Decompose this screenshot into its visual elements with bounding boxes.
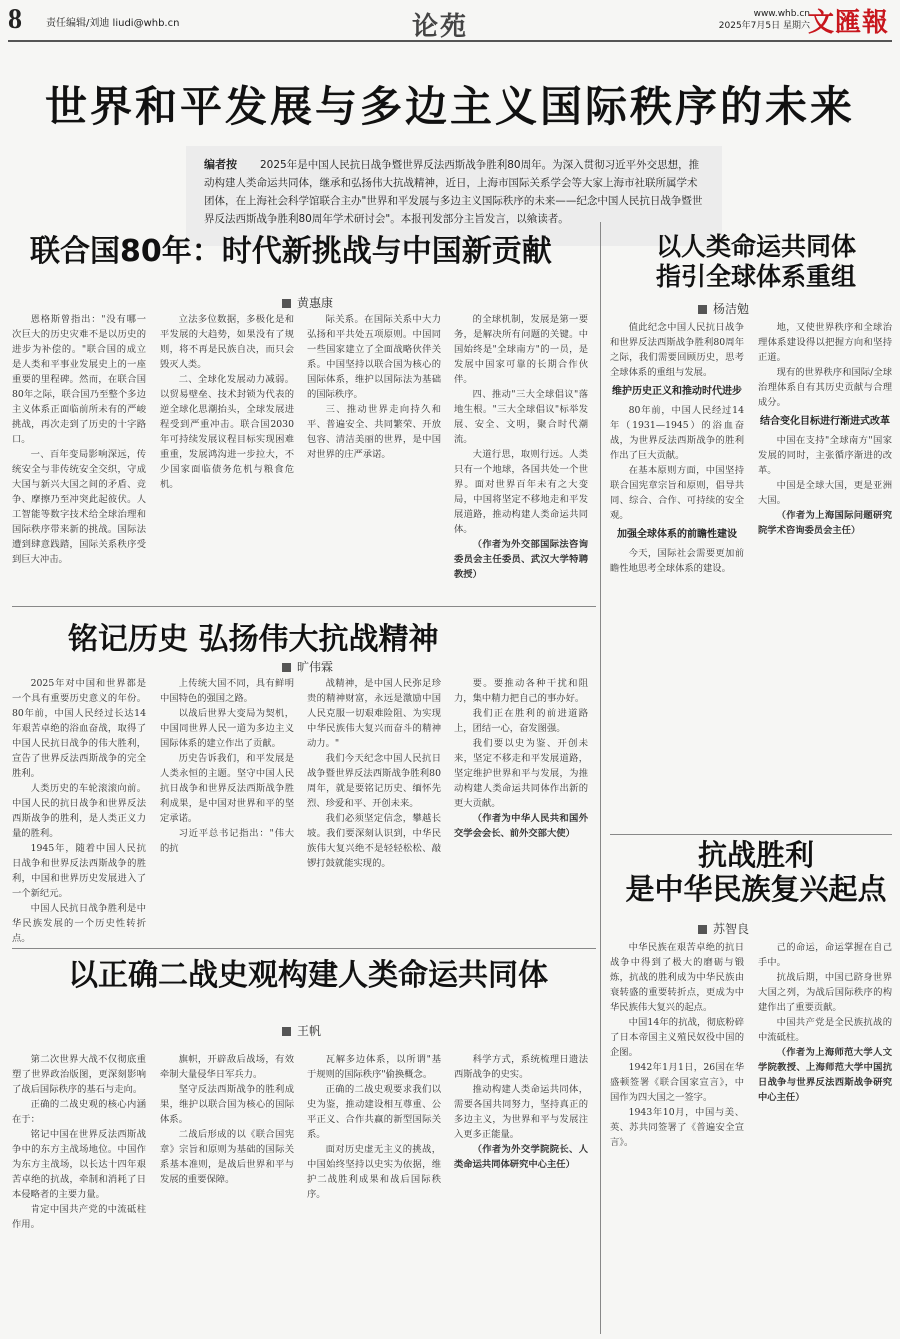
title-line: 以人类命运共同体: [655, 232, 856, 261]
paragraph: 现有的世界秩序和国际/全球治理体系自有其历史贡献与合理成分。: [758, 367, 892, 408]
page-number: 8: [8, 4, 22, 35]
byline-un80: 黄惠康: [282, 294, 333, 311]
paragraph: 己的命运，命运掌握在自己手中。: [758, 942, 892, 968]
article-column: [454, 1052, 588, 1334]
paragraph: 面对历史虚无主义的挑战，中国始终坚持以史实为依据，维护二战胜利成果和战后国际秩序。: [307, 1144, 441, 1200]
paragraph: 肯定中国共产党的中流砥柱作用。: [12, 1204, 146, 1230]
paragraph: 旗帜，开辟敌后战场，有效牵制大量侵华日军兵力。: [160, 1054, 294, 1080]
paragraph: 中国在支持"全球南方"国家发展的同时，主张循序渐进的改革。: [758, 435, 892, 476]
paragraph: 际关系。在国际关系中大力弘扬和平共处五项原则。中国同一些国家建立了全面战略伙伴关系。中国坚持以联合国为核心的国际体系，维护以国际法为基础的国际秩序。: [307, 314, 441, 400]
article-title-un80: 联合国80年：时代新挑战与中国新贡献: [30, 234, 552, 269]
paragraph: 人类历史的车轮滚滚向前。中国人民的抗日战争和世界反法西斯战争的胜利，是人类正义力量的胜利。: [12, 783, 146, 839]
paragraph: 第二次世界大战不仅彻底重塑了世界政治版图，更深刻影响了战后国际秩序的基石与走向。: [12, 1054, 146, 1095]
article-title-victory: [618, 838, 894, 906]
byline-history: 旷伟霖: [282, 658, 333, 675]
paragraph: 中国14年的抗战，彻底粉碎了日本帝国主义殖民奴役中国的企图。: [610, 1017, 744, 1058]
article-column: [454, 676, 588, 944]
paragraph: 我们必须坚定信念，攀越长坡。我们要深刻认识到，中华民族伟大复兴绝不是轻轻松松、敲锣打鼓就能实现的。: [307, 813, 441, 869]
editor-credit: 责任编辑/刘迪 liudi@whb.cn: [46, 18, 180, 29]
paragraph: 值此纪念中国人民抗日战争和世界反法西斯战争胜利80周年之际，我们需要回顾历史，思考全球体系的重组与发展。: [610, 322, 744, 378]
paragraph: 历史告诉我们，和平发展是人类永恒的主题。坚守中国人民抗日战争和世界反法西斯战争胜利成果，是中国对世界和平的坚定承诺。: [160, 753, 294, 824]
paragraph: 瓦解多边体系，以所谓"基于规则的国际秩序"偷换概念。: [307, 1054, 441, 1080]
article-column: [12, 312, 146, 604]
paragraph: 抗战后期，中国已跻身世界大国之列，为战后国际秩序的构建作出了重要贡献。: [758, 972, 892, 1013]
paragraph: 三、推动世界走向持久和平、普遍安全、共同繁荣、开放包容、清洁美丽的世界，是中国对世界的庄严承诺。: [307, 404, 441, 460]
article-title-ww2: 以正确二战史观构建人类命运共同体: [68, 958, 548, 993]
paragraph: 战精神，是中国人民弥足珍贵的精神财富，永远是激励中国人民克服一切艰难险阻、为实现中华民族伟大复兴而奋斗的精神动力。": [307, 678, 441, 749]
paragraph: 要。要推动各种干扰和阻力，集中精力把自己的事办好。: [454, 678, 588, 704]
article-column: [12, 1052, 146, 1334]
paragraph: 中国是全球大国，更是亚洲大国。: [758, 480, 892, 506]
paragraph: 四、推动"三大全球倡议"落地生根。"三大全球倡议"标举发展、安全、文明，聚合时代潮流。: [454, 389, 588, 445]
article-column: [758, 320, 892, 820]
paragraph: 大道行思，取则行远。人类只有一个地球，各国共处一个世界。面对世界百年未有之大变局，中国将坚定不移地走和平发展道路，推动构建人类命运共同体。: [454, 449, 588, 535]
title-line: 指引全球体系重组: [655, 262, 856, 291]
article-column: [307, 676, 441, 944]
paragraph: 习近平总书记指出："伟大的抗: [160, 828, 294, 854]
column-divider: [600, 222, 601, 1334]
paragraph: 的全球机制，发展是第一要务，是解决所有问题的关键。中国始终是"全球南方"的一员，是发展中国家可靠的长期合作伙伴。: [454, 314, 588, 385]
site-url[interactable]: www.whb.cn: [753, 9, 810, 19]
paragraph: 我们要以史为鉴、开创未来，坚定不移走和平发展道路，坚定维护世界和平与发展，为推动构建人类命运共同体作出新的更大贡献。: [454, 738, 588, 809]
paragraph: 1945年，随着中国人民抗日战争和世界反法西斯战争的胜利，中国和世界历史发展进入了一个新纪元。: [12, 843, 146, 899]
paragraph: 今天，国际社会需要更加前瞻性地思考全球体系的建设。: [610, 548, 744, 574]
paragraph: 1942年1月1日，26国在华盛顿签署《联合国家宣言》，中国作为四大国之一签字。: [610, 1062, 744, 1103]
paragraph: （作者为外交学院院长、人类命运共同体研究中心主任）: [454, 1144, 588, 1170]
main-headline: 世界和平发展与多边主义国际秩序的未来: [44, 82, 855, 131]
byline-global: 杨洁勉: [698, 300, 749, 317]
article-column: [307, 312, 441, 604]
article-title-global: [618, 232, 894, 292]
paragraph: 铭记中国在世界反法西斯战争中的东方主战场地位。中国作为东方主战场，以长达十四年艰苦卓绝的抗战，牵制和消耗了日本侵略者的主要力量。: [12, 1129, 146, 1200]
paragraph: 二、全球化发展动力减弱。以贸易壁垒、技术封锁为代表的逆全球化思潮抬头，全球发展进程受到严重冲击。联合国2030年可持续发展议程目标实现困难重重，发展鸿沟进一步拉大，不少国家面临债务危机与粮食危机。: [160, 374, 294, 490]
article-column: [12, 676, 146, 944]
header-rule: [8, 40, 892, 42]
article-column: [758, 940, 892, 1334]
paragraph: 推动构建人类命运共同体，需要各国共同努力，坚持真正的多边主义，为世界和平与发展注入更多正能量。: [454, 1084, 588, 1140]
section-title: 论苑: [412, 12, 469, 42]
paragraph: 上传统大国不同，具有鲜明中国特色的强国之路。: [160, 678, 294, 704]
paragraph: 以战后世界大变局为契机，中国同世界人民一道为多边主义国际体系的建立作出了贡献。: [160, 708, 294, 749]
paragraph: 坚守反法西斯战争的胜利成果，维护以联合国为核心的国际体系。: [160, 1084, 294, 1125]
subheading: 结合变化目标进行渐进式改革: [760, 416, 890, 427]
paragraph: 恩格斯曾指出："没有哪一次巨大的历史灾难不是以历史的进步为补偿的。"联合国的成立是人类和平事业发展史上的一座重要的里程碑。然而，在联合国80年之际，联合国乃至整个多边主义体系正面临前所未有的严峻挑战，再次走到了历史的十字路口。: [12, 314, 146, 445]
paragraph: 2025年对中国和世界都是一个具有重要历史意义的年份。80年前，中国人民经过长达14年艰苦卓绝的浴血奋战，取得了中国人民抗日战争的伟大胜利，宣告了世界反法西斯战争的完全胜利。: [12, 678, 146, 779]
paragraph: 80年前，中国人民经过14年（1931—1945）的浴血奋战，为世界反法西斯战争的胜利作出了巨大贡献。: [610, 405, 744, 461]
article-column: [160, 1052, 294, 1334]
newspaper-logo: 文匯報: [808, 8, 890, 38]
paragraph: 一、百年变局影响深远，传统安全与非传统安全交织，守成大国与新兴大国之间的矛盾、竞争、摩擦乃至冲突此起彼伏。人工智能等数字技术给全球治理和国际秩序带来新的挑战。国际法遭到肆意践踏，国际关系秩序受到巨大冲击。: [12, 449, 146, 565]
paragraph: （作者为上海师范大学人文学院教授、上海师范大学中国抗日战争与世界反法西斯战争研究中心主任）: [758, 1047, 892, 1103]
editor-note-label: 编者按: [204, 158, 237, 171]
title-line: 是中华民族复兴起点: [625, 872, 887, 906]
paragraph: 我们正在胜利的前进道路上，团结一心，奋发图强。: [454, 708, 588, 734]
article-column: [610, 320, 744, 820]
paragraph: 1943年10月，中国与美、英、苏共同签署了《普遍安全宣言》。: [610, 1107, 744, 1148]
paragraph: （作者为外交部国际法咨询委员会主任委员、武汉大学特聘教授）: [454, 539, 588, 580]
article-column: [307, 1052, 441, 1334]
paragraph: 中国人民抗日战争胜利是中华民族发展的一个历史性转折点。: [12, 903, 146, 944]
article-column: [160, 676, 294, 944]
byline-ww2: 王帆: [282, 1022, 321, 1039]
paragraph: 正确的二战史观要求我们以史为鉴，推动建设相互尊重、公平正义、合作共赢的新型国际关系。: [307, 1084, 441, 1140]
paragraph: （作者为上海国际问题研究院学术咨询委员会主任）: [758, 510, 892, 536]
article-column: [610, 940, 744, 1334]
paragraph: （作者为中华人民共和国外交学会会长、前外交部大使）: [454, 813, 588, 839]
title-line: 抗战胜利: [697, 838, 814, 872]
divider: [12, 606, 596, 607]
editor-note-text: 2025年是中国人民抗日战争暨世界反法西斯战争胜利80周年。为深入贯彻习近平外交思想，推动构建人类命运共同体，继承和弘扬伟大抗战精神，近日，上海市国际关系学会等大家上海市社联所属学术团体，在上海社会科学馆联合主办"世界和平发展与多边主义国际秩序的未来——纪念中国人民抗日战争暨世界反法西斯战争胜利80周年学术研讨会"。本报刊发部分主旨发言，以飨读者。: [204, 159, 703, 225]
paragraph: 正确的二战史观的核心内涵在于：: [12, 1099, 146, 1125]
article-column: [160, 312, 294, 604]
issue-date: 2025年7月5日 星期六: [718, 21, 810, 31]
divider: [610, 834, 892, 835]
article-title-history: 铭记历史 弘扬伟大抗战精神: [68, 622, 439, 657]
header-meta: [714, 8, 810, 32]
paragraph: 二战后形成的以《联合国宪章》宗旨和原则为基础的国际关系基本准则，是战后世界和平与发展的重要保障。: [160, 1129, 294, 1185]
subheading: 维护历史正义和推动时代进步: [612, 386, 742, 397]
paragraph: 立法多位数据，多极化是和平发展的大趋势，如果没有了规则，将不再是民族自决，而只会毁灭人类。: [160, 314, 294, 370]
paragraph: 中华民族在艰苦卓绝的抗日战争中得到了极大的磨砺与锻炼，抗战的胜利成为中华民族由衰转盛的重要转折点，更成为中华民族伟大复兴的起点。: [610, 942, 744, 1013]
paragraph: 我们今天纪念中国人民抗日战争暨世界反法西斯战争胜利80周年，就是要铭记历史、缅怀先烈、珍爱和平、开创未来。: [307, 753, 441, 809]
paragraph: 中国共产党是全民族抗战的中流砥柱。: [758, 1017, 892, 1043]
paragraph: 在基本原则方面，中国坚持联合国宪章宗旨和原则，倡导共同、综合、合作、可持续的安全观。: [610, 465, 744, 521]
paragraph: 科学方式，系统梳理日遗法西斯战争的史实。: [454, 1054, 588, 1080]
divider: [12, 948, 596, 949]
article-column: [454, 312, 588, 604]
byline-victory: 苏智良: [698, 920, 749, 937]
subheading: 加强全球体系的前瞻性建设: [617, 529, 737, 540]
paragraph: 地，又使世界秩序和全球治理体系建设得以把握方向和坚持正道。: [758, 322, 892, 363]
